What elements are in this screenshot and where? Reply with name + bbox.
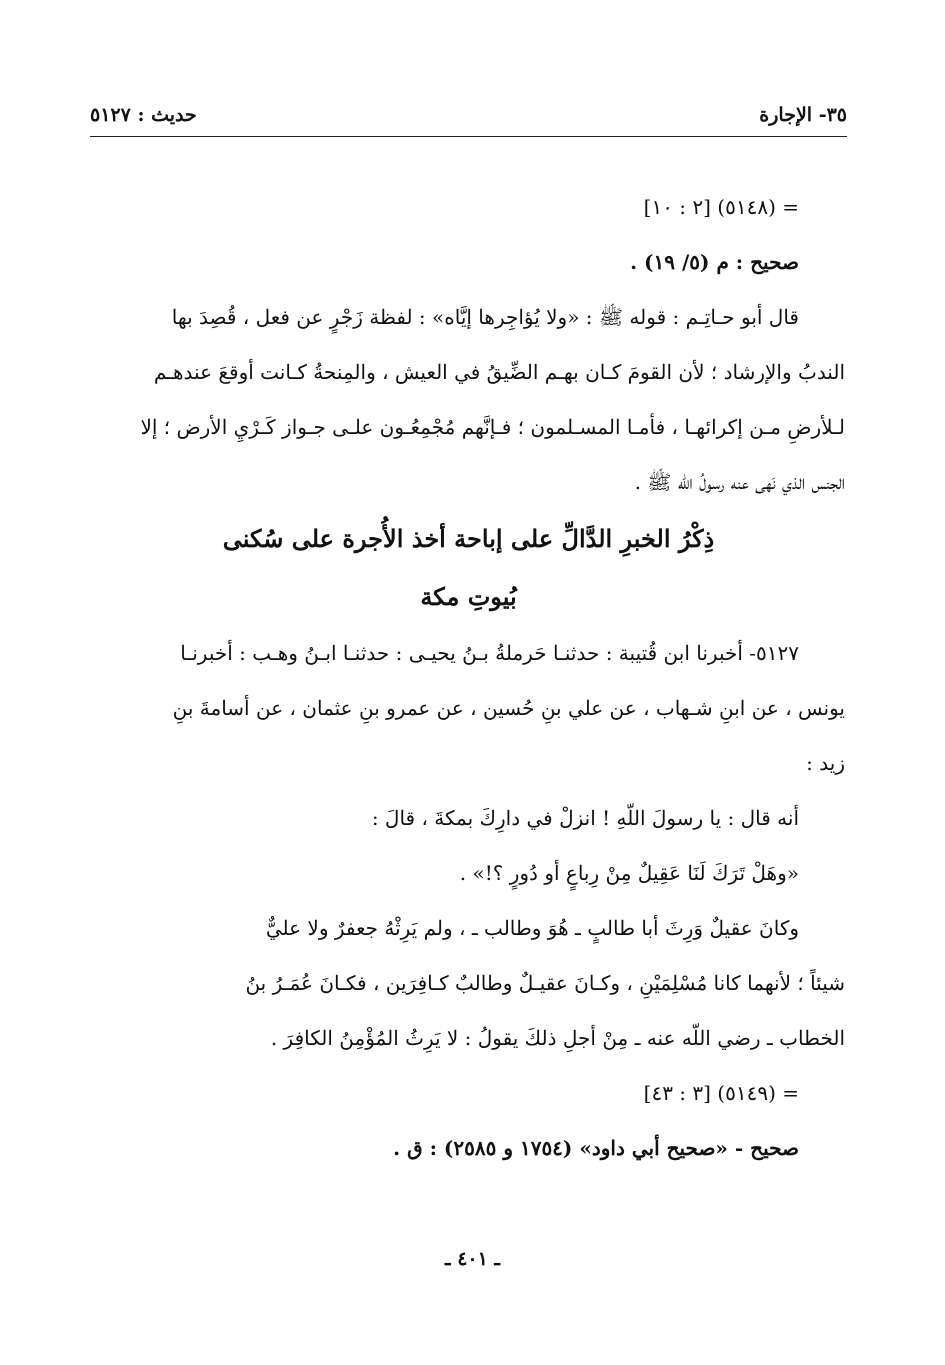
page-number: ـ ٤٠١ ـ xyxy=(445,1248,500,1270)
commentary-line: الجنس الذي نَهى عنه رسولُ اللّه ﷺ . xyxy=(634,470,845,494)
section-heading: ذِكْرُ الخبرِ الدَّالِّ على إباحة أخذ الأُجرة على سُكنى xyxy=(222,524,715,553)
header-divider xyxy=(90,136,847,137)
chapter-title: ٣٥- الإجارة xyxy=(759,104,847,126)
isnad-line: ٥١٢٧- أخبرنا ابن قُتيبة : حدثنـا حَرملةُ بـنُ يحيـى : حدثنـا ابـنُ وهـب : أخبرنـا xyxy=(180,641,799,665)
hadith-text-line: أنه قال : يا رسولَ اللّهِ ! انزلْ في دارِكَ بمكةَ ، قالَ : xyxy=(371,806,799,830)
hadith-text-line: «وهَلْ تَرَكَ لَنَا عَقِيلٌ مِنْ رِباعٍ أو دُورٍ ؟!» . xyxy=(459,861,799,885)
commentary-line: لـلأرضِ مـن إكرائهـا ، فأمـا المسـلمون ؛ فـإنَّهم مُجْمِعُـون علـى جـواز كَـرْيِ الأرض ؛ إلا xyxy=(140,415,845,439)
grading-line: صحيح - «صحيح أبي داود» (١٧٥٤ و ٢٥٨٥) : ق . xyxy=(393,1136,799,1160)
page-header xyxy=(90,98,847,132)
cross-reference-line: = (٥١٤٨) [٢ : ١٠] xyxy=(643,195,799,219)
commentary-line: قال أبو حـاتِـم : قوله ﷺ : «ولا يُؤاجِرها إيَّاه» : لفظة زَجْرٍ عن فعل ، قُصِدَ بها xyxy=(171,305,799,329)
hadith-reference: حديث : ٥١٢٧ xyxy=(90,104,197,126)
isnad-line: يونس ، عن ابنِ شـهاب ، عن علي بنِ حُسين ، عن عمرو بنِ عثمان ، عن أسامةَ بنِ xyxy=(172,696,845,720)
hadith-text-line: وكانَ عقيلٌ وَرِثَ أبا طالبٍ ـ هُوَ وطالب ـ ، ولم يَرِثْهُ جعفرٌ ولا عليٌّ xyxy=(265,916,799,940)
cross-reference-line: = (٥١٤٩) [٣ : ٤٣] xyxy=(643,1081,799,1105)
page-body xyxy=(92,180,845,1176)
section-heading: بُيوتِ مكة xyxy=(420,582,517,611)
commentary-line: الندبُ والإرشاد ؛ لأن القومَ كـان بهـم الضِّيقُ في العيش ، والمِنحةُ كـانت أوقعَ عندهـم xyxy=(153,360,845,384)
grading-line: صحيح : م (٥/ ١٩) . xyxy=(630,250,799,274)
hadith-text-line: شيئاً ؛ لأنهما كانا مُسْلِمَيْنِ ، وكـانَ عقيـلٌ وطالبٌ كـافِرَين ، فكـانَ عُمَـرُ بنُ xyxy=(245,971,845,995)
isnad-line: زيد : xyxy=(806,751,845,775)
hadith-text-line: الخطاب ـ رضي اللّه عنه ـ مِنْ أجلِ ذلكَ يقولُ : لا يَرِثُ المُؤْمِنُ الكافِرَ . xyxy=(270,1026,845,1050)
